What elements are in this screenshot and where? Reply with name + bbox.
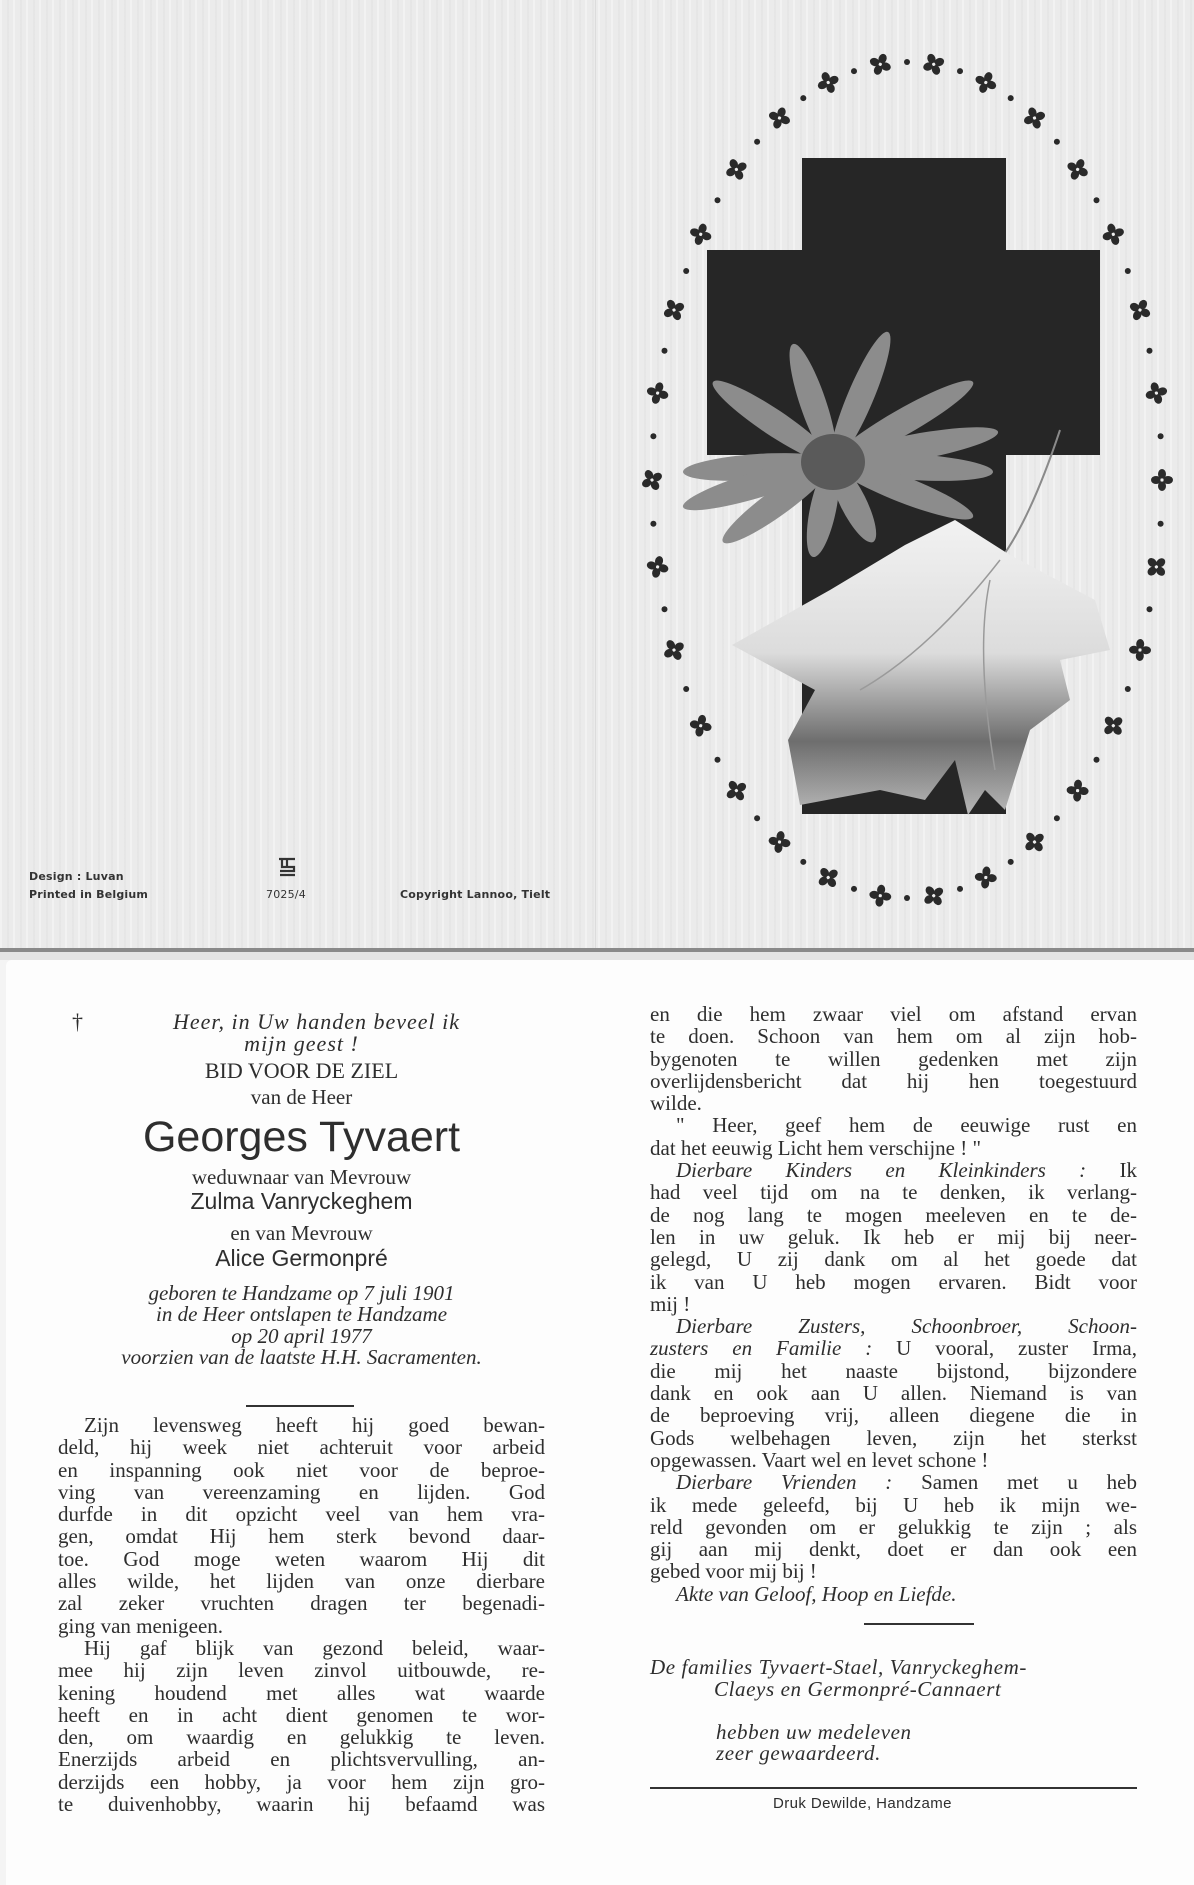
footer-rule: [650, 1787, 1137, 1789]
right-body-text: [650, 1003, 1137, 1605]
printed-in-credit: Printed in Belgium: [29, 888, 149, 901]
clover-icon: [1129, 639, 1152, 662]
text-line: [58, 1548, 545, 1570]
text-line: [650, 1204, 1137, 1226]
text-line: [58, 1748, 545, 1770]
text-line: [58, 1592, 545, 1614]
line-text: opgewassen. Vaart wel en levet schone !: [650, 1447, 989, 1472]
wreath-dot: [1147, 348, 1153, 354]
line-text: Hij gaf blijk van gezond beleid, waar-: [84, 1635, 545, 1660]
clover-icon: [1141, 551, 1172, 582]
text-line: [58, 1459, 545, 1481]
wreath-dot: [851, 886, 857, 892]
clover-icon: [688, 713, 714, 739]
text-line: [58, 1771, 545, 1793]
line-text: reld gevonden om er gelukkig te zijn ; als: [650, 1514, 1137, 1539]
divider: [246, 1405, 354, 1407]
text-line: [58, 1414, 545, 1436]
clover-icon: [814, 68, 843, 97]
clover-icon: [1066, 779, 1089, 802]
text-line: [58, 1436, 545, 1458]
text-line: [650, 1315, 1137, 1337]
text-line: [650, 1226, 1137, 1248]
thanks-line-2: zeer gewaardeerd.: [716, 1741, 881, 1765]
text-line: [650, 1404, 1137, 1426]
families-line-2: Claeys en Germonpré-Cannaert: [714, 1677, 1002, 1701]
text-line: [650, 1382, 1137, 1404]
wreath-dot: [1008, 95, 1014, 101]
text-line: [58, 1637, 545, 1659]
text-line: [650, 1560, 1137, 1582]
wreath-dot: [1054, 815, 1060, 821]
prayer-text: Heer, in Uw handen beveel ik: [172, 1009, 461, 1034]
text-line: [650, 1159, 1137, 1181]
line-text: Enerzijds arbeid en plichtsvervulling, an-: [58, 1747, 545, 1772]
clover-icon: [813, 862, 844, 893]
wreath-dot: [650, 521, 656, 527]
text-line: [650, 1137, 1137, 1159]
card-reference-number: 7025/4: [266, 888, 306, 901]
clover-icon: [971, 68, 1000, 97]
divider: [864, 1623, 974, 1625]
birth-line: geboren te Handzame op 7 juli 1901: [148, 1280, 455, 1305]
line-text: mee hij zijn leven zinvol uitbouwde, re-: [58, 1658, 545, 1683]
line-text: en inspanning ook niet voor de beproe-: [58, 1457, 545, 1482]
leaf-image: [732, 520, 1110, 815]
clover-icon: [1099, 220, 1127, 248]
prayer-line-2: mijn geest !: [244, 1031, 359, 1057]
line-text: gij aan mij denkt, doet er dan ook een: [650, 1537, 1137, 1562]
copyright-notice: Copyright Lannoo, Tielt: [400, 888, 551, 901]
spouse-2-name: Alice Germonpré: [215, 1244, 388, 1271]
clover-icon: [722, 155, 751, 184]
wreath-dot: [1125, 686, 1131, 692]
wreath-dot: [650, 433, 656, 439]
line-text: die mij het naaste bijstond, bijzondere: [650, 1358, 1137, 1383]
sacraments-line: voorzien van de laatste H.H. Sacramenten.: [121, 1345, 482, 1370]
widower-line: weduwnaar van Mevrouw: [191, 1165, 412, 1190]
line-text: kening houdend met alles wat waarde: [58, 1680, 545, 1705]
clover-icon: [644, 554, 671, 581]
line-text: mij !: [650, 1291, 691, 1316]
line-text: de nog lang te mogen meeleven en te de-: [650, 1202, 1137, 1227]
text-line: [650, 1583, 1137, 1605]
text-line: [650, 1337, 1137, 1359]
clover-icon: [765, 104, 793, 132]
dates-block: [58, 1280, 545, 1370]
left-column-header: [58, 1011, 545, 1369]
wreath-dot: [715, 757, 721, 763]
text-line: [650, 1271, 1137, 1293]
clover-icon: [1020, 104, 1048, 132]
text-line: [650, 1449, 1137, 1471]
printer-credit: Druk Dewilde, Handzame: [773, 1795, 952, 1812]
clover-icon: [659, 295, 689, 325]
wreath-dot: [1094, 757, 1100, 763]
van-de-heer: van de Heer: [250, 1084, 353, 1109]
clover-icon: [1063, 155, 1092, 184]
text-line: [58, 1525, 545, 1547]
line-text: durfde in dit opzicht veel van hem vra-: [58, 1502, 545, 1527]
wreath-dot: [683, 686, 689, 692]
text-line: [58, 1726, 545, 1748]
wreath-dot: [1008, 859, 1014, 865]
line-text: Ik: [1119, 1158, 1137, 1183]
daisy-center: [801, 434, 865, 490]
line-text: de beproeving vrij, alleen diegene die in: [650, 1403, 1137, 1428]
text-line: [58, 1503, 545, 1525]
left-body-text: [58, 1414, 545, 1815]
wreath-dot: [957, 68, 963, 74]
line-text: U vooral, zuster Irma,: [896, 1336, 1137, 1361]
line-text: wilde.: [650, 1091, 702, 1116]
line-text: den, om waardig en gelukkig te leven.: [58, 1725, 545, 1750]
line-text: Samen met u heb: [921, 1470, 1137, 1495]
text-line: [58, 1793, 545, 1815]
text-line: [650, 1516, 1137, 1538]
text-line: [58, 1615, 545, 1637]
families-line-1: De families Tyvaert-Stael, Vanryckeghem-: [650, 1655, 1027, 1679]
line-text: gelegd, U zij dank om al het goede dat: [650, 1247, 1137, 1272]
wreath-dot: [957, 886, 963, 892]
clover-icon: [644, 379, 671, 406]
wreath-dot: [904, 59, 910, 65]
text-line: [58, 1570, 545, 1592]
text-line: [650, 1494, 1137, 1516]
italic-heading: Dierbare Kinders en Kleinkinders :: [676, 1158, 1120, 1183]
text-line: [58, 1659, 545, 1681]
line-text: len in uw geluk. Ik heb er mij bij neer-: [650, 1224, 1137, 1249]
line-text: heeft en in acht dient genomen te wor-: [58, 1702, 545, 1727]
bid-heading: BID VOOR DE ZIEL: [204, 1057, 399, 1083]
text-line: [650, 1471, 1137, 1493]
wreath-dot: [851, 68, 857, 74]
italic-heading: Dierbare Vrienden :: [676, 1470, 922, 1495]
clover-icon: [1143, 379, 1170, 406]
wreath-dot: [754, 815, 760, 821]
prayer-line-1: [58, 1011, 545, 1033]
wreath-dot: [662, 606, 668, 612]
wreath-dot: [1125, 268, 1131, 274]
clover-icon: [1098, 710, 1129, 741]
ship-monogram-icon: [276, 856, 298, 883]
text-line: [650, 1003, 1137, 1025]
wreath-dot: [754, 139, 760, 145]
clover-icon: [866, 50, 895, 79]
clover-icon: [1019, 827, 1050, 858]
line-text: ging van menigeen.: [58, 1613, 224, 1638]
line-text: dank en ook aan U allen. Niemand is van: [650, 1381, 1137, 1406]
wreath-dot: [662, 348, 668, 354]
clover-icon: [1151, 469, 1173, 491]
line-text: " Heer, geef hem de eeuwige rust en: [676, 1113, 1137, 1138]
wreath-dot: [715, 197, 721, 203]
and-line: en van Mevrouw: [230, 1221, 373, 1246]
text-line: [650, 1048, 1137, 1070]
wreath-dot: [1094, 197, 1100, 203]
text-line: [58, 1704, 545, 1726]
text-line: [650, 1025, 1137, 1047]
card-gap: [0, 952, 1194, 960]
line-text: te doen. Schoon van hem om al zijn hob-: [650, 1024, 1137, 1049]
italic-heading: zusters en Familie :: [650, 1336, 897, 1361]
death-date-line: op 20 april 1977: [231, 1323, 372, 1348]
line-text: Zijn levensweg heeft hij goed bewan-: [84, 1413, 545, 1437]
clover-icon: [687, 220, 715, 248]
text-line: [650, 1293, 1137, 1315]
line-text: te duivenhobby, waarin hij befaamd was: [58, 1792, 545, 1817]
text-line: [650, 1181, 1137, 1203]
cross-symbol: †: [72, 1009, 83, 1034]
clover-icon: [637, 465, 667, 495]
clover-icon: [868, 883, 893, 908]
line-text: derzijds een hobby, ja voor hem zijn gro-: [58, 1769, 545, 1794]
clover-icon: [1125, 295, 1155, 325]
text-line: [650, 1538, 1137, 1560]
text-line: [58, 1682, 545, 1704]
text-line: [650, 1427, 1137, 1449]
wreath-dot: [800, 859, 806, 865]
clover-icon: [918, 880, 949, 911]
text-line: [650, 1360, 1137, 1382]
wreath-dot: [1158, 521, 1164, 527]
wreath-dot: [683, 268, 689, 274]
line-text: had veel tijd om na te denken, ik verlang-: [650, 1180, 1137, 1205]
design-credit: Design : Luvan: [29, 870, 124, 883]
wreath-dot: [800, 95, 806, 101]
line-text: zal zeker vruchten dragen ter begenadi-: [58, 1591, 545, 1616]
italic-heading: Dierbare Zusters, Schoonbroer, Schoon-: [676, 1314, 1137, 1339]
wreath-dot: [1054, 139, 1060, 145]
italic-heading: Akte van Geloof, Hoop en Liefde.: [676, 1581, 957, 1606]
wreath-dot: [904, 895, 910, 901]
line-text: bygenoten te willen gedenken met zijn: [650, 1046, 1137, 1071]
line-text: ik mede geleefd, bij U heb ik mijn we-: [650, 1492, 1137, 1517]
line-text: en die hem zwaar viel om afstand ervan: [650, 1002, 1137, 1026]
line-text: Gods welbehagen leven, zijn het sterkst: [650, 1425, 1137, 1450]
wreath-dot: [1147, 606, 1153, 612]
line-text: deld, hij week niet achteruit voor arbeid: [58, 1435, 545, 1460]
text-line: [650, 1114, 1137, 1136]
line-text: overlijdensbericht dat hij hen toegestuurd: [650, 1068, 1137, 1093]
deceased-name: Georges Tyvaert: [142, 1113, 461, 1162]
spouse-1-name: Zulma Vanryckeghem: [190, 1188, 413, 1215]
text-line: [650, 1092, 1137, 1114]
line-text: ik van U heb mogen ervaren. Bidt voor: [650, 1269, 1137, 1294]
clover-icon: [974, 865, 998, 889]
line-text: ving van vereenzaming en lijden. God: [58, 1479, 545, 1504]
clover-icon: [721, 775, 752, 806]
thanks-line-1: hebben uw medeleven: [716, 1720, 912, 1744]
wreath-dot: [1158, 433, 1164, 439]
line-text: toe. God moge weten waarom Hij dit: [58, 1546, 545, 1571]
line-text: alles wilde, het lijden van onze dierbare: [58, 1569, 545, 1594]
line-text: dat het eeuwig Licht hem verschijne ! ": [650, 1135, 982, 1160]
text-line: [650, 1248, 1137, 1270]
clover-icon: [919, 50, 948, 79]
clover-icon: [767, 829, 792, 854]
text-line: [58, 1481, 545, 1503]
clover-icon: [659, 635, 689, 665]
line-text: gen, omdat Hij hem sterk bevond daar-: [58, 1524, 545, 1549]
line-text: gebed voor mij bij !: [650, 1559, 817, 1584]
death-line: in de Heer ontslapen te Handzame: [155, 1302, 448, 1327]
text-line: [650, 1070, 1137, 1092]
